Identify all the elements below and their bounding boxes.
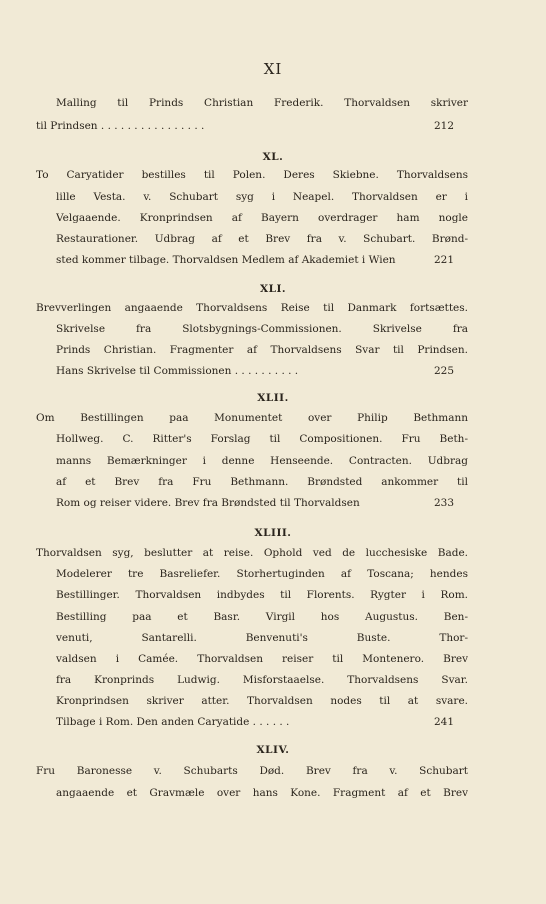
toc-page-ref: 241 bbox=[433, 716, 454, 728]
toc-page-ref: 225 bbox=[433, 365, 454, 377]
toc-line: venuti, Santarelli. Benvenuti's Buste. Thor- bbox=[56, 632, 468, 644]
toc-line: Modelerer tre Basreliefer. Storhertuginden af Toscana; hendes bbox=[56, 568, 468, 580]
toc-line: Malling til Prinds Christian Frederik. Thorvaldsen skriver bbox=[56, 97, 468, 109]
toc-line: Bestillinger. Thorvaldsen indbydes til Florents. Rygter i Rom. bbox=[56, 589, 468, 601]
toc-line: Velgaaende. Kronprindsen af Bayern overdrager ham nogle bbox=[56, 212, 468, 224]
toc-line: Fru Baronesse v. Schubarts Død. Brev fra v. Schubart bbox=[36, 765, 468, 777]
toc-line: valdsen i Camée. Thorvaldsen reiser til Montenero. Brev bbox=[56, 653, 468, 665]
toc-line: fra Kronprinds Ludwig. Misforstaaelse. Thorvaldsens Svar. bbox=[56, 674, 468, 686]
section-heading: XLI. bbox=[259, 283, 287, 295]
toc-line: Restaurationer. Udbrag af et Brev fra v. Schubart. Brønd- bbox=[56, 233, 468, 245]
toc-line: Hans Skrivelse til Commissionen . . . . . . . . . . bbox=[56, 365, 299, 377]
page-number: XI bbox=[263, 60, 283, 78]
toc-line: Brevverlingen angaaende Thorvaldsens Reise til Danmark fortsættes. bbox=[36, 302, 468, 314]
toc-line: Rom og reiser videre. Brev fra Brøndsted til Thorvaldsen bbox=[56, 497, 360, 509]
toc-page-ref: 212 bbox=[433, 120, 454, 132]
section-heading: XLII. bbox=[257, 392, 289, 404]
toc-line: Prinds Christian. Fragmenter af Thorvaldsens Svar til Prindsen. bbox=[56, 344, 468, 356]
toc-line: af et Brev fra Fru Bethmann. Brøndsted ankommer til bbox=[56, 476, 468, 488]
toc-line: To Caryatider bestilles til Polen. Deres Skiebne. Thorvaldsens bbox=[36, 169, 468, 181]
toc-page-ref: 233 bbox=[433, 497, 454, 509]
section-heading: XLIV. bbox=[256, 744, 290, 756]
toc-line: Hollweg. C. Ritter's Forslag til Compositionen. Fru Beth- bbox=[56, 433, 468, 445]
toc-line: Tilbage i Rom. Den anden Caryatide . . . . . . bbox=[56, 716, 290, 728]
toc-line: Bestilling paa et Basr. Virgil hos Augustus. Ben- bbox=[56, 611, 468, 623]
toc-line: Skrivelse fra Slotsbygnings-Commissionen. Skrivelse fra bbox=[56, 323, 468, 335]
toc-line: Om Bestillingen paa Monumentet over Philip Bethmann bbox=[36, 412, 468, 424]
section-heading: XL. bbox=[262, 151, 284, 163]
toc-line: Kronprindsen skriver atter. Thorvaldsen nodes til at svare. bbox=[56, 695, 468, 707]
toc-line: angaaende et Gravmæle over hans Kone. Fragment af et Brev bbox=[56, 787, 468, 799]
toc-line: sted kommer tilbage. Thorvaldsen Medlem af Akademiet i Wien bbox=[56, 254, 396, 266]
toc-line: Thorvaldsen syg, beslutter at reise. Ophold ved de lucchesiske Bade. bbox=[36, 547, 468, 559]
toc-page-ref: 221 bbox=[433, 254, 454, 266]
toc-line: lille Vesta. v. Schubart syg i Neapel. Thorvaldsen er i bbox=[56, 191, 468, 203]
toc-line: til Prindsen . . . . . . . . . . . . . . . . bbox=[36, 120, 205, 132]
toc-line: manns Bemærkninger i denne Henseende. Contracten. Udbrag bbox=[56, 455, 468, 467]
section-heading: XLIII. bbox=[254, 527, 292, 539]
